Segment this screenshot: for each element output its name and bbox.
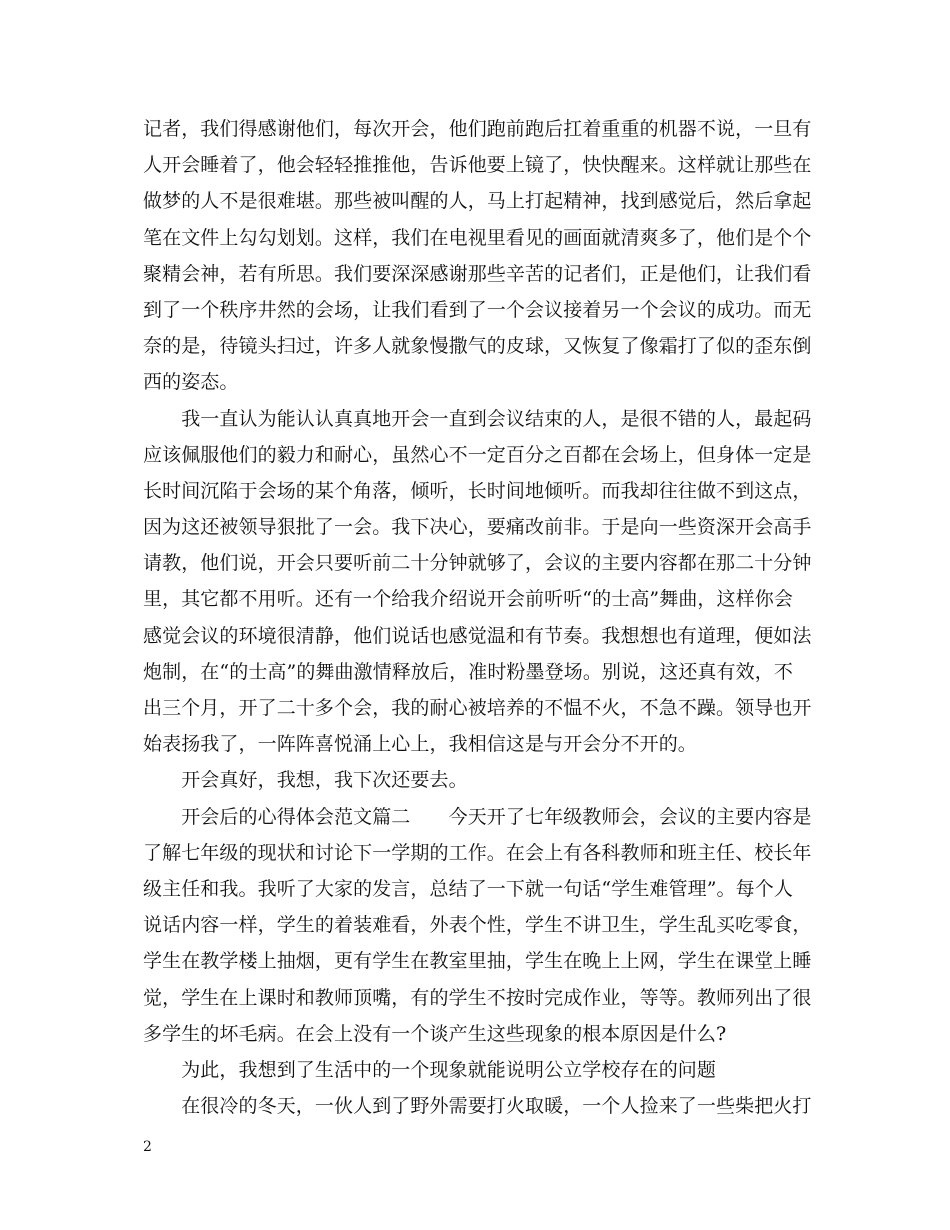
text-line: 学生在教学楼上抽烟，更有学生在教室里抽，学生在晚上上网，学生在课堂上睡 (143, 950, 812, 973)
body-text (143, 111, 812, 1124)
text-line: 人开会睡着了，他会轻轻推推他，告诉他要上镜了，快快醒来。这样就让那些在 (143, 154, 812, 177)
text-line: 感觉会议的环境很清静，他们说话也感觉温和有节奏。我想想也有道理，便如法 (143, 624, 812, 647)
text-line: 炮制，在“的士高”的舞曲激情释放后，准时粉墨登场。别说，这还真有效，不 (143, 660, 793, 683)
text-line: 西的姿态。 (143, 371, 239, 394)
text-line: 觉，学生在上课时和教师顶嘴，有的学生不按时完成作业，等等。教师列出了很 (143, 986, 812, 1009)
text-line: 级主任和我。我听了大家的发言，总结了一下就一句话“学生难管理”。每个人 (143, 877, 793, 900)
text-line: 里，其它都不用听。还有一个给我介绍说开会前听听“的士高”舞曲，这样你会 (143, 588, 793, 611)
text-line: 我一直认为能认认真真地开会一直到会议结束的人，是很不错的人，最起码 (143, 407, 812, 430)
text-line: 请教，他们说，开会只要听前二十分钟就够了，会议的主要内容都在那二十分钟 (143, 552, 812, 575)
text-line: 始表扬我了，一阵阵喜悦涌上心上，我相信这是与开会分不开的。 (143, 733, 697, 756)
text-line: 笔在文件上勾勾划划。这样，我们在电视里看见的画面就清爽多了，他们是个个 (143, 226, 812, 249)
text-line: 为此，我想到了生活中的一个现象就能说明公立学校存在的问题 (143, 1058, 717, 1081)
text-line: 开会真好，我想，我下次还要去。 (143, 769, 468, 792)
text-line: 记者，我们得感谢他们，每次开会，他们跑前跑后扛着重重的机器不说，一旦有 (143, 118, 812, 140)
text-line: 应该佩服他们的毅力和耐心，虽然心不一定百分之百都在会场上，但身体一定是 (143, 443, 812, 466)
text-line: 做梦的人不是很难堪。那些被叫醒的人，马上打起精神，找到感觉后，然后拿起 (143, 190, 812, 213)
text-line: 说话内容一样，学生的着装难看，外表个性，学生不讲卫生，学生乱买吃零食， (143, 914, 812, 937)
text-line: 长时间沉陷于会场的某个角落，倾听，长时间地倾听。而我却往往做不到这点， (143, 479, 812, 502)
text-line: 出三个月，开了二十多个会，我的耐心被培养的不愠不火，不急不躁。领导也开 (143, 697, 812, 719)
text-line: 开会后的心得体会范文篇二 今天开了七年级教师会，会议的主要内容是 (143, 805, 812, 828)
text-line: 了解七年级的现状和讨论下一学期的工作。在会上有各科教师和班主任、校长年 (143, 841, 812, 864)
text-line: 聚精会神，若有所思。我们要深深感谢那些辛苦的记者们，正是他们，让我们看 (143, 262, 812, 285)
text-line: 因为这还被领导狠批了一会。我下决心，要痛改前非。于是向一些资深开会高手 (143, 516, 812, 539)
text-line: 奈的是，待镜头扫过，许多人就象慢撒气的皮球，又恢复了像霜打了似的歪东倒 (143, 335, 812, 358)
page-number: 2 (143, 1139, 152, 1155)
text-line: 在很冷的冬天，一伙人到了野外需要打火取暖，一个人捡来了一些柴把火打 (143, 1095, 812, 1118)
text-line: 多学生的坏毛病。在会上没有一个谈产生这些现象的根本原因是什么? (143, 1022, 727, 1045)
text-line: 到了一个秩序井然的会场，让我们看到了一个会议接着另一个会议的成功。而无 (143, 298, 812, 321)
